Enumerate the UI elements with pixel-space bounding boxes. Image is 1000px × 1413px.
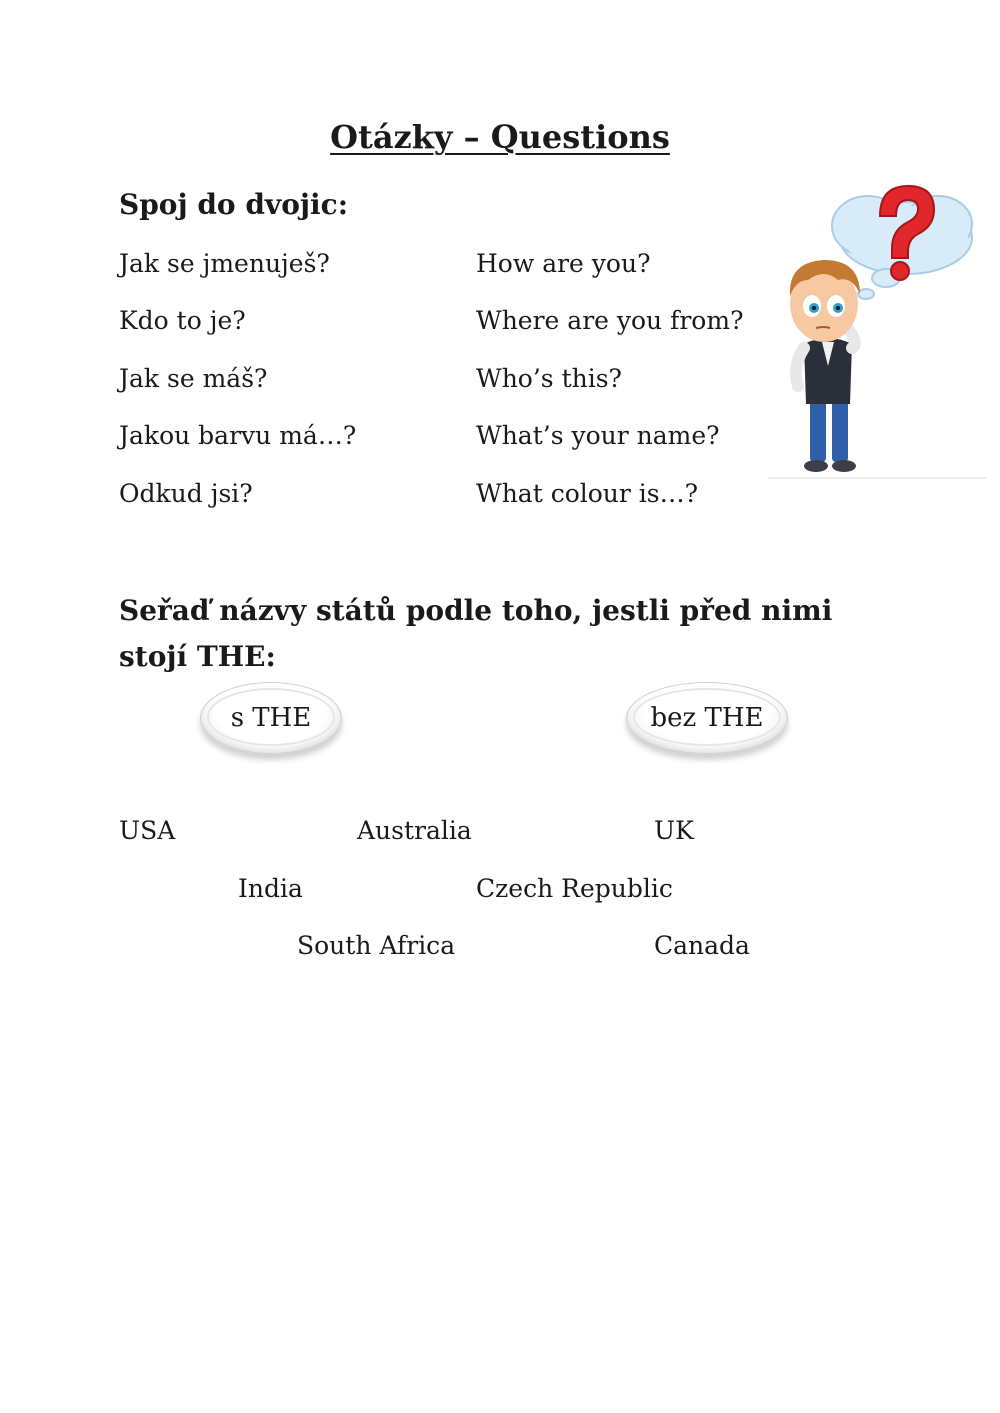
with-the-category[interactable] [200,682,342,754]
country-australia[interactable]: Australia [357,816,472,845]
without-the-label: bez THE [650,703,764,733]
czech-question-1[interactable]: Jak se jmenuješ? [119,249,330,278]
thinking-boy-with-question-mark-icon [768,176,986,482]
page-title: Otázky – Questions [330,118,670,156]
boy-character-icon [790,260,860,472]
sorting-heading-line-2: stojí THE: [119,640,276,673]
sorting-heading-line-1: Seřaď názvy států podle toho, jestli před nimi [119,594,833,627]
czech-question-2[interactable]: Kdo to je? [119,306,246,335]
with-the-label: s THE [230,703,312,733]
english-question-4[interactable]: What’s your name? [476,421,720,450]
country-czech-republic[interactable]: Czech Republic [476,874,673,903]
matching-heading: Spoj do dvojic: [119,188,349,221]
country-india[interactable]: India [238,874,303,903]
country-usa[interactable]: USA [119,816,176,845]
country-uk[interactable]: UK [654,816,694,845]
country-canada[interactable]: Canada [654,931,750,960]
english-question-3[interactable]: Who’s this? [476,364,622,393]
country-south-africa[interactable]: South Africa [297,931,456,960]
english-question-2[interactable]: Where are you from? [476,306,744,335]
czech-question-5[interactable]: Odkud jsi? [119,479,253,508]
without-the-category[interactable] [626,682,788,754]
english-question-1[interactable]: How are you? [476,249,651,278]
czech-question-3[interactable]: Jak se máš? [119,364,268,393]
czech-question-4[interactable]: Jakou barvu má…? [119,421,357,450]
english-question-5[interactable]: What colour is…? [476,479,699,508]
